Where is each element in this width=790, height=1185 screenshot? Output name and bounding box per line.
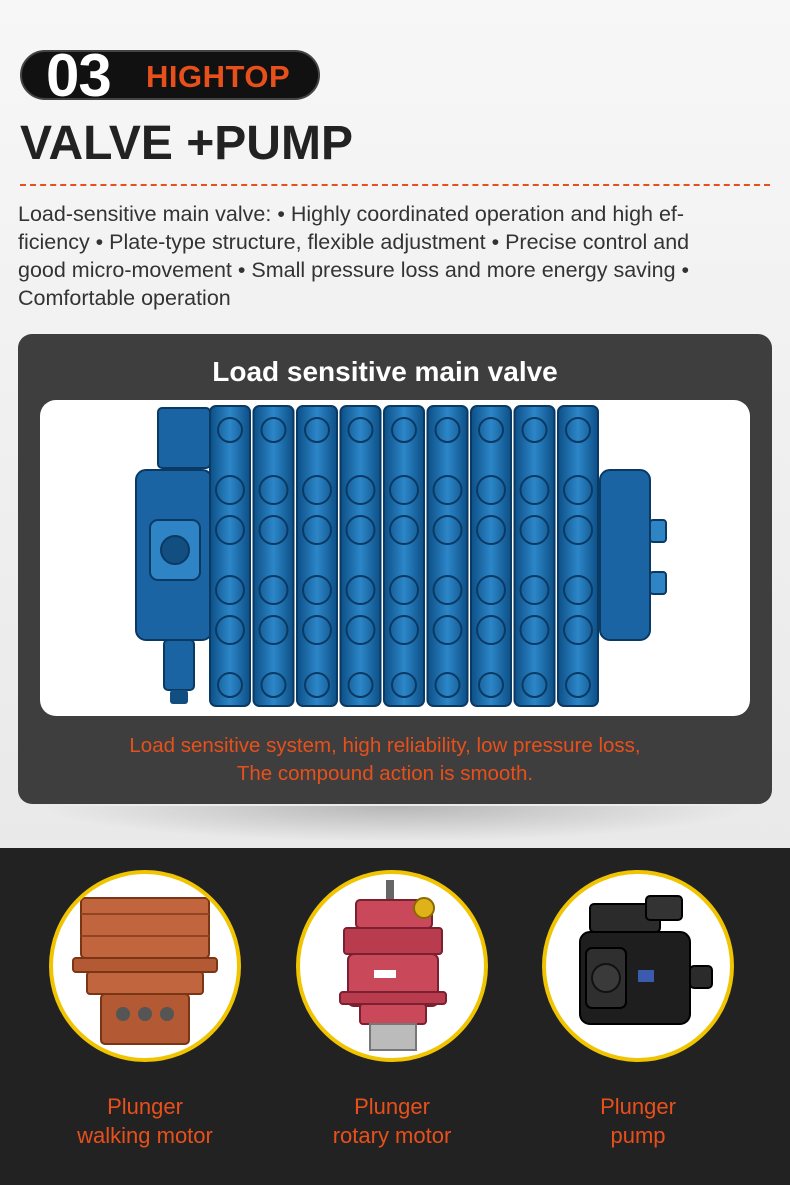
pump-illustration	[546, 874, 730, 1058]
product-item-walking-motor	[45, 870, 245, 1170]
rotary-motor-image	[296, 870, 488, 1062]
panel-caption	[18, 732, 752, 788]
caption-line-1: Load sensitive system, high reliability, low pressure loss,	[129, 734, 641, 757]
valve-panel	[18, 334, 772, 804]
section-number: 03	[46, 42, 111, 109]
brand-logo-text: HIGHTOP	[146, 59, 291, 94]
pump-image	[542, 870, 734, 1062]
product-label-line-1: Plunger	[600, 1094, 676, 1119]
description-line: ficiency • Plate-type structure, flexible adjustment • Precise control and	[18, 230, 690, 254]
panel-title: Load sensitive main valve	[212, 356, 558, 387]
valve-image	[40, 400, 750, 716]
rotary-motor-illustration	[300, 874, 484, 1058]
walking-motor-illustration	[53, 874, 237, 1058]
product-label-line-2: pump	[610, 1123, 666, 1148]
walking-motor-image	[49, 870, 241, 1062]
product-label-line-1: Plunger	[107, 1094, 183, 1119]
products-section	[0, 848, 790, 1185]
page-title: VALVE +PUMP	[20, 117, 353, 170]
main-valve-illustration	[40, 400, 750, 716]
panel-shadow	[40, 806, 750, 842]
product-label-line-2: walking motor	[77, 1123, 213, 1148]
section-badge	[20, 42, 320, 109]
description-line: Comfortable operation	[18, 286, 231, 310]
product-item-rotary-motor	[292, 870, 492, 1170]
product-label	[538, 1092, 738, 1150]
description-line: Load-sensitive main valve: • Highly coordinated operation and high ef-	[18, 202, 685, 226]
dashed-divider	[20, 184, 770, 186]
product-item-pump	[538, 870, 738, 1170]
description-line: good micro-movement • Small pressure loss and more energy saving •	[18, 258, 690, 282]
product-label	[45, 1092, 245, 1150]
caption-line-2: The compound action is smooth.	[236, 762, 534, 785]
product-label-line-1: Plunger	[354, 1094, 430, 1119]
product-label-line-2: rotary motor	[332, 1123, 452, 1148]
product-label	[292, 1092, 492, 1150]
description	[18, 200, 770, 312]
